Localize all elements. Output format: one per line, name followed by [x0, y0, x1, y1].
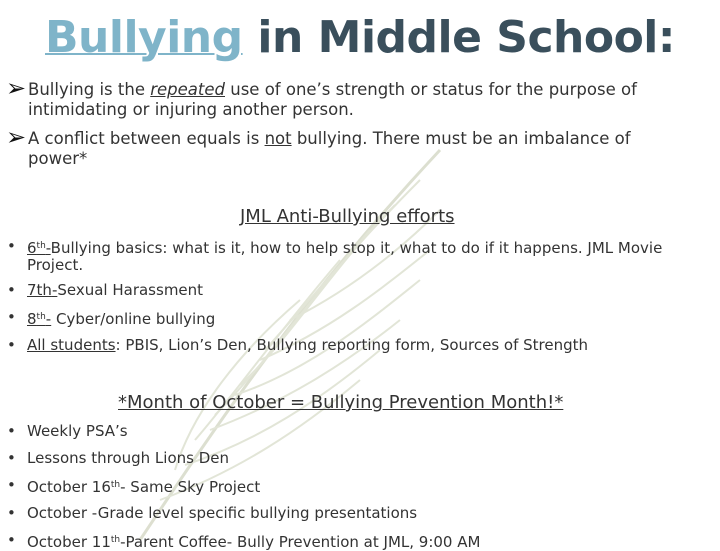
list-item: • October 16th- Same Sky Project [7, 476, 261, 496]
title-highlight: Bullying [45, 12, 243, 63]
list-item: • October -Grade level specific bullying presentations [7, 504, 418, 522]
bullet-dot-icon: • [7, 308, 16, 326]
arrow-bullet-icon: ➢ [6, 74, 27, 102]
bullet-dot-icon: • [7, 504, 16, 522]
october-heading: *Month of October = Bullying Prevention Month!* [118, 392, 564, 413]
list-item: • 7th-Sexual Harassment [7, 281, 204, 299]
definition-point: ➢ Bullying is the repeated use of one’s strength or status for the purpose of intimidating or injuring another person. [6, 74, 637, 119]
arrow-bullet-icon: ➢ [6, 123, 27, 151]
bullet-dot-icon: • [7, 476, 16, 494]
title-rest: in Middle School: [242, 12, 675, 63]
list-item: • 8th- Cyber/online bullying [7, 308, 216, 328]
list-item: • 6th-Bullying basics: what is it, how to help stop it, what to do if it happens. JML Movie Project. [7, 237, 663, 274]
bullet-dot-icon: • [7, 281, 16, 299]
emphasis-repeated: repeated [150, 80, 225, 99]
page-title [0, 12, 720, 63]
bullet-dot-icon: • [7, 531, 16, 549]
emphasis-not: not [264, 129, 292, 148]
list-item: • Weekly PSA’s [7, 422, 128, 440]
efforts-heading: JML Anti-Bullying efforts [240, 206, 455, 227]
conflict-point: ➢ A conflict between equals is not bullying. There must be an imbalance of power* [6, 123, 631, 168]
bullet-dot-icon: • [7, 336, 16, 354]
bullet-dot-icon: • [7, 449, 16, 467]
list-item: • All students: PBIS, Lion’s Den, Bullying reporting form, Sources of Strength [7, 336, 589, 354]
bullet-dot-icon: • [7, 237, 16, 255]
list-item: • October 11th-Parent Coffee- Bully Prevention at JML, 9:00 AM [7, 531, 481, 551]
list-item: • Lessons through Lions Den [7, 449, 230, 467]
bullet-dot-icon: • [7, 422, 16, 440]
